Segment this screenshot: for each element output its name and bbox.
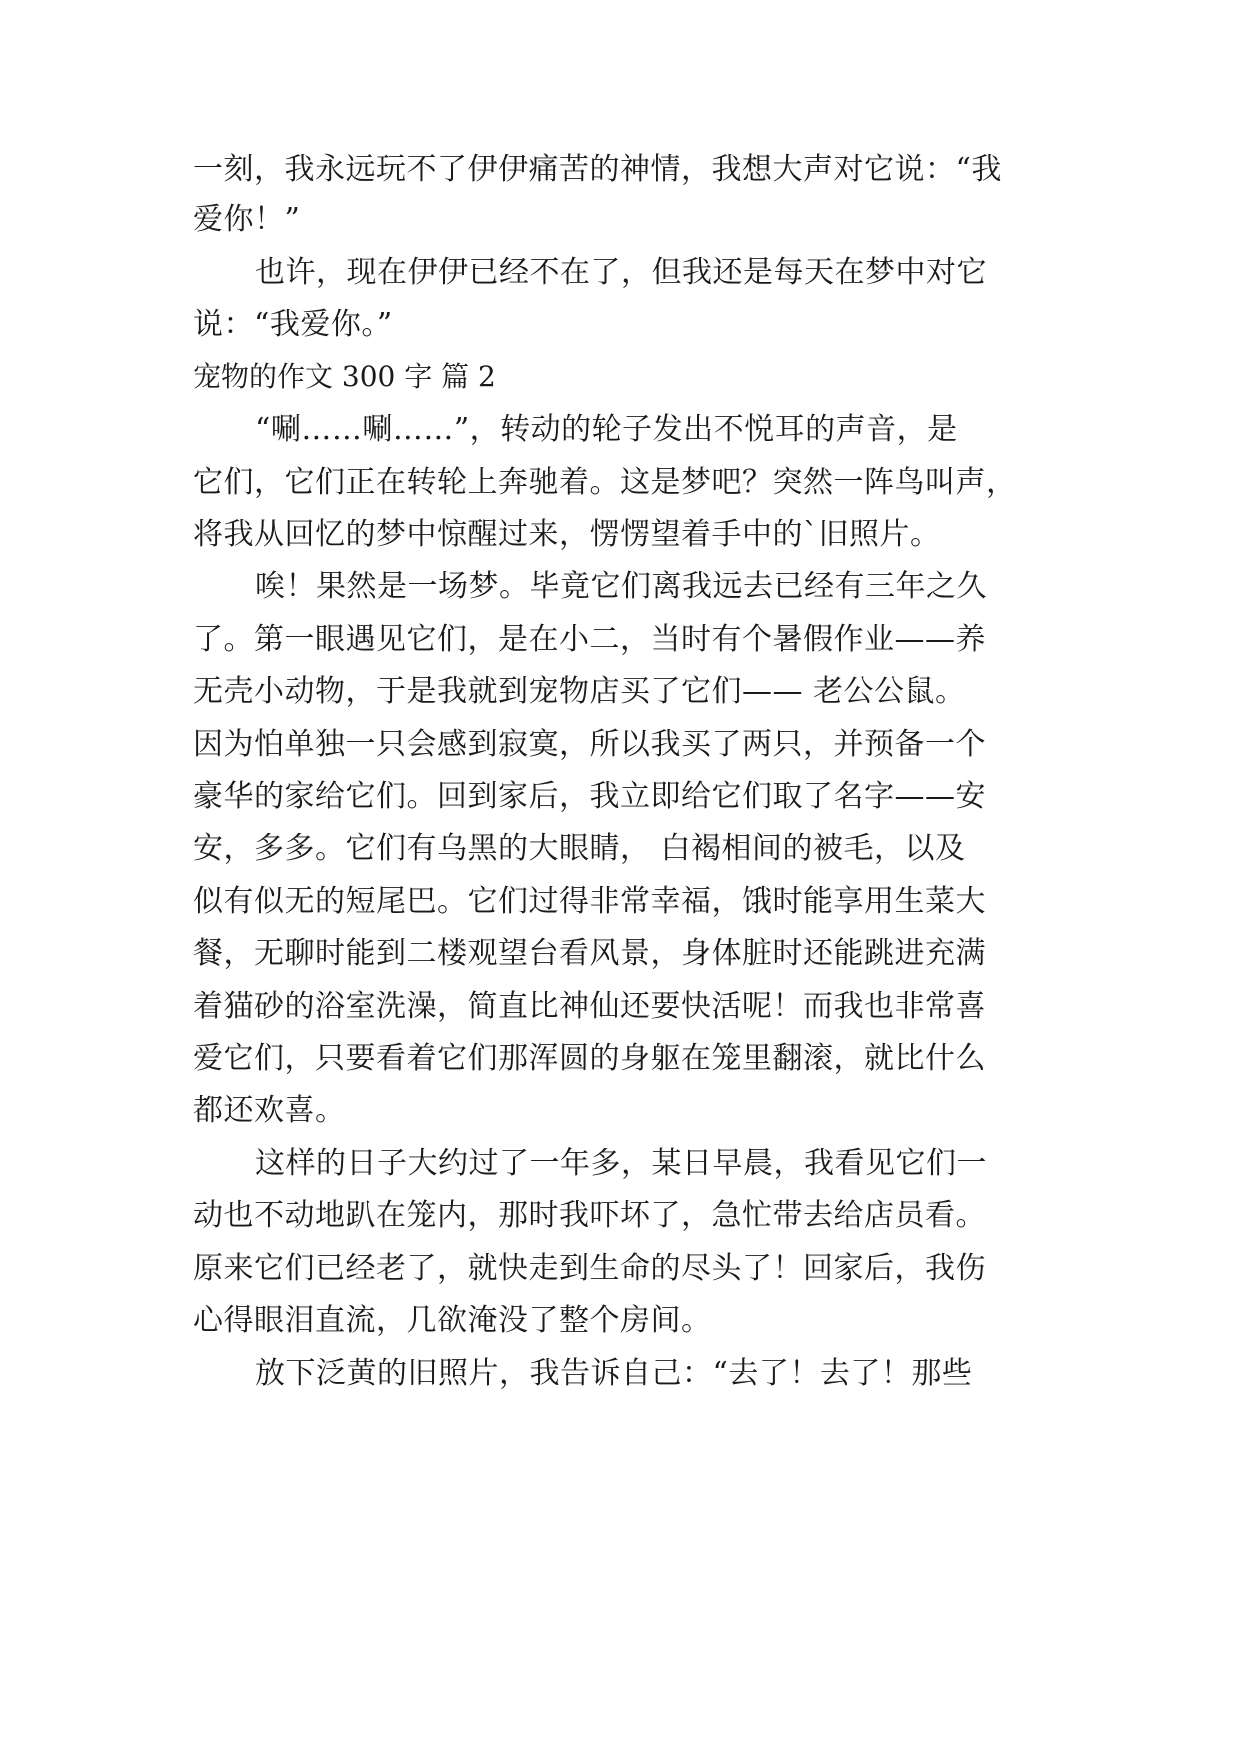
text-line: 它们，它们正在转轮上奔驰着。这是梦吧？突然一阵鸟叫声， (193, 465, 1017, 500)
text-line: 无壳小动物，于是我就到宠物店买了它们—— 老公公鼠。 (193, 674, 966, 709)
text-line: 因为怕单独一只会感到寂寞，所以我买了两只，并预备一个 (193, 727, 986, 762)
text-line: 餐，无聊时能到二楼观望台看风景，身体脏时还能跳进充满 (193, 936, 986, 971)
text-line: 动也不动地趴在笼内，那时我吓坏了，急忙带去给店员看。 (193, 1198, 986, 1233)
text-line: 似有似无的短尾巴。它们过得非常幸福，饿时能享用生菜大 (193, 884, 986, 919)
text-line: 都还欢喜。 (193, 1093, 346, 1128)
text-line: 了。第一眼遇见它们，是在小二，当时有个暑假作业——养 (193, 622, 986, 657)
text-line: 豪华的家给它们。回到家后，我立即给它们取了名字——安 (193, 779, 986, 814)
text-line: 放下泛黄的旧照片，我告诉自己：“去了！去了！那些 (255, 1356, 973, 1391)
text-line: 爱你！” (193, 202, 301, 237)
text-line: 将我从回忆的梦中惊醒过来，愣愣望着手中的`旧照片。 (193, 517, 941, 552)
text-line: 也许，现在伊伊已经不在了，但我还是每天在梦中对它 (255, 255, 987, 290)
text-line: 爱它们，只要看着它们那浑圆的身躯在笼里翻滚，就比什么 (193, 1041, 986, 1076)
text-line: “唰……唰……”，转动的轮子发出不悦耳的声音，是 (255, 412, 958, 447)
text-line: 原来它们已经老了，就快走到生命的尽头了！回家后，我伤 (193, 1251, 986, 1286)
section-title: 宠物的作文 300 字 篇 2 (193, 360, 496, 393)
text-line: 这样的日子大约过了一年多，某日早晨，我看见它们一 (255, 1146, 987, 1181)
text-line: 安，多多。它们有乌黑的大眼睛， 白褐相间的被毛，以及 (193, 831, 966, 866)
text-line: 唉！果然是一场梦。毕竟它们离我远去已经有三年之久 (255, 569, 987, 604)
text-line: 说：“我爱你。” (193, 307, 393, 342)
text-line: 一刻，我永远玩不了伊伊痛苦的神情，我想大声对它说：“我 (193, 152, 1002, 187)
text-line: 心得眼泪直流，几欲淹没了整个房间。 (193, 1303, 712, 1338)
text-line: 着猫砂的浴室洗澡，简直比神仙还要快活呢！而我也非常喜 (193, 989, 986, 1024)
